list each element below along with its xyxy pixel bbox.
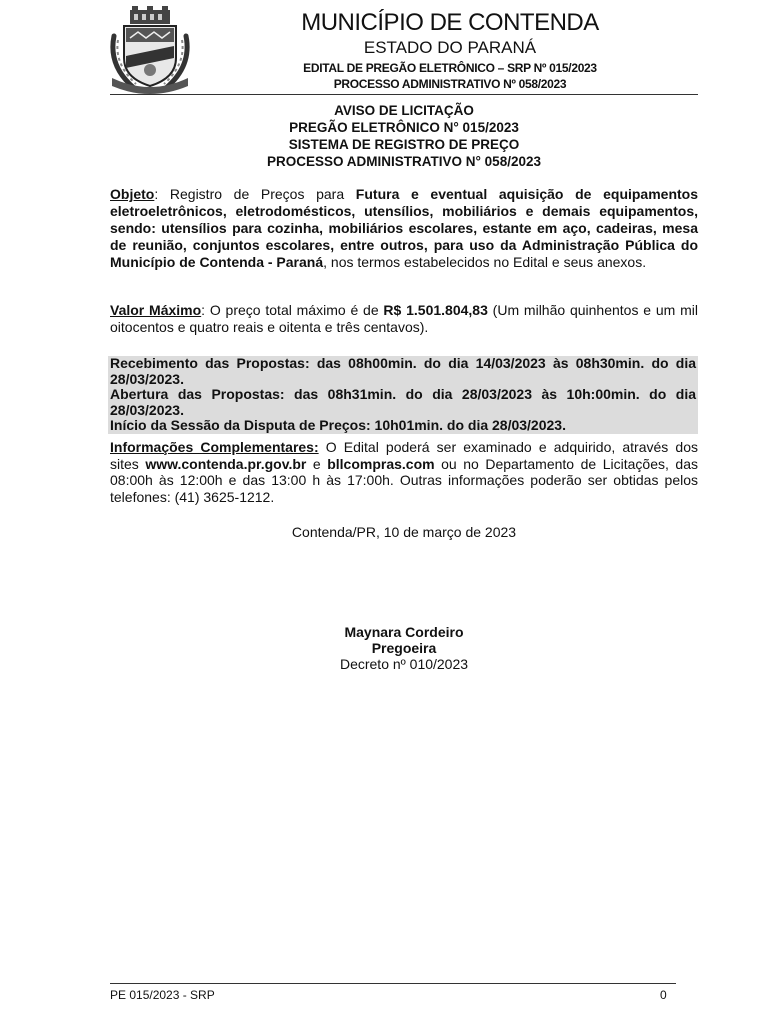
schedule-recebimento: Recebimento das Propostas: das 08h00min. do dia 14/03/2023 às 08h30min. do dia 28/03/2023. [110,355,696,387]
notice-heading-line: PROCESSO ADMINISTRATIVO N° 058/2023 [267,154,541,169]
signer-name: Maynara Cordeiro [344,624,464,640]
notice-heading-line: PREGÃO ELETRÔNICO N° 015/2023 [289,120,519,135]
info-tail: ou no Departamento de Licitações, das 08:00h às 12:00h e das 13:00 h às 17:00h. Outras informações poderão ser obtidas pelos telefones: (41) 3625-1212. [110,455,698,505]
notice-heading [110,102,698,170]
valor-label: Valor Máximo [110,302,202,318]
notice-heading-line: SISTEMA DE REGISTRO DE PREÇO [288,137,520,152]
objeto-tail: , nos termos estabelecidos no Edital e seus anexos. [323,254,647,270]
footer-divider [110,983,676,984]
schedule-abertura: Abertura das Propostas: das 08h31min. do dia 28/03/2023 às 10h:00min. do dia 28/03/2023. [110,386,696,418]
objeto-paragraph [110,186,698,271]
municipality-title: MUNICÍPIO DE CONTENDA [301,9,599,36]
notice-heading-line: AVISO DE LICITAÇÃO [334,103,474,118]
header-divider [110,94,698,95]
valor-amount: R$ 1.501.804,83 [383,302,488,318]
schedule-block [108,356,698,434]
valor-lead: : O preço total máximo é de [201,302,384,318]
signer-decree: Decreto nº 010/2023 [339,656,469,672]
site-link-contenda[interactable]: www.contenda.pr.gov.br [145,455,307,472]
schedule-inicio: Início da Sessão da Disputa de Preços: 10h01min. do dia 28/03/2023. [110,417,566,433]
footer-reference: PE 015/2023 - SRP [110,988,215,1002]
info-lead: O Edital poderá ser examinado e adquirido, através dos sites [110,439,698,472]
date-line: Contenda/PR, 10 de março de 2023 [291,524,517,540]
info-label: Informações Complementares: [110,439,319,455]
signer-role: Pregoeira [371,640,437,656]
objeto-label: Objeto [110,186,155,202]
edital-subtitle: EDITAL DE PREGÃO ELETRÔNICO – SRP Nº 015/2023 [303,61,597,75]
page-number: 0 [660,988,667,1002]
state-name: ESTADO DO PARANÁ [363,38,537,57]
info-mid: e [306,455,328,472]
objeto-bold-text: Futura e eventual aquisição de equipamentos eletroeletrônicos, eletrodomésticos, utensílios, mobiliários e demais equipamentos, sendo: utensílios para cozinha, mobiliários escolares, estante em aço, cadeiras, mesa de reunião, conjuntos escolares, entre outros, para uso da Administração Pública do Município de Contenda - Paraná [110,186,699,270]
municipal-crest-icon [104,6,196,94]
signature-block [110,624,698,672]
valor-tail: (Um milhão quinhentos e um mil oitocentos e quatro reais e oitenta e três centavos). [110,302,698,335]
process-subtitle: PROCESSO ADMINISTRATIVO Nº 058/2023 [333,77,567,91]
valor-paragraph [110,302,698,336]
objeto-lead: : Registro de Preços para [154,186,356,202]
info-paragraph [110,439,698,505]
site-link-bllcompras[interactable]: bllcompras.com [327,455,435,472]
